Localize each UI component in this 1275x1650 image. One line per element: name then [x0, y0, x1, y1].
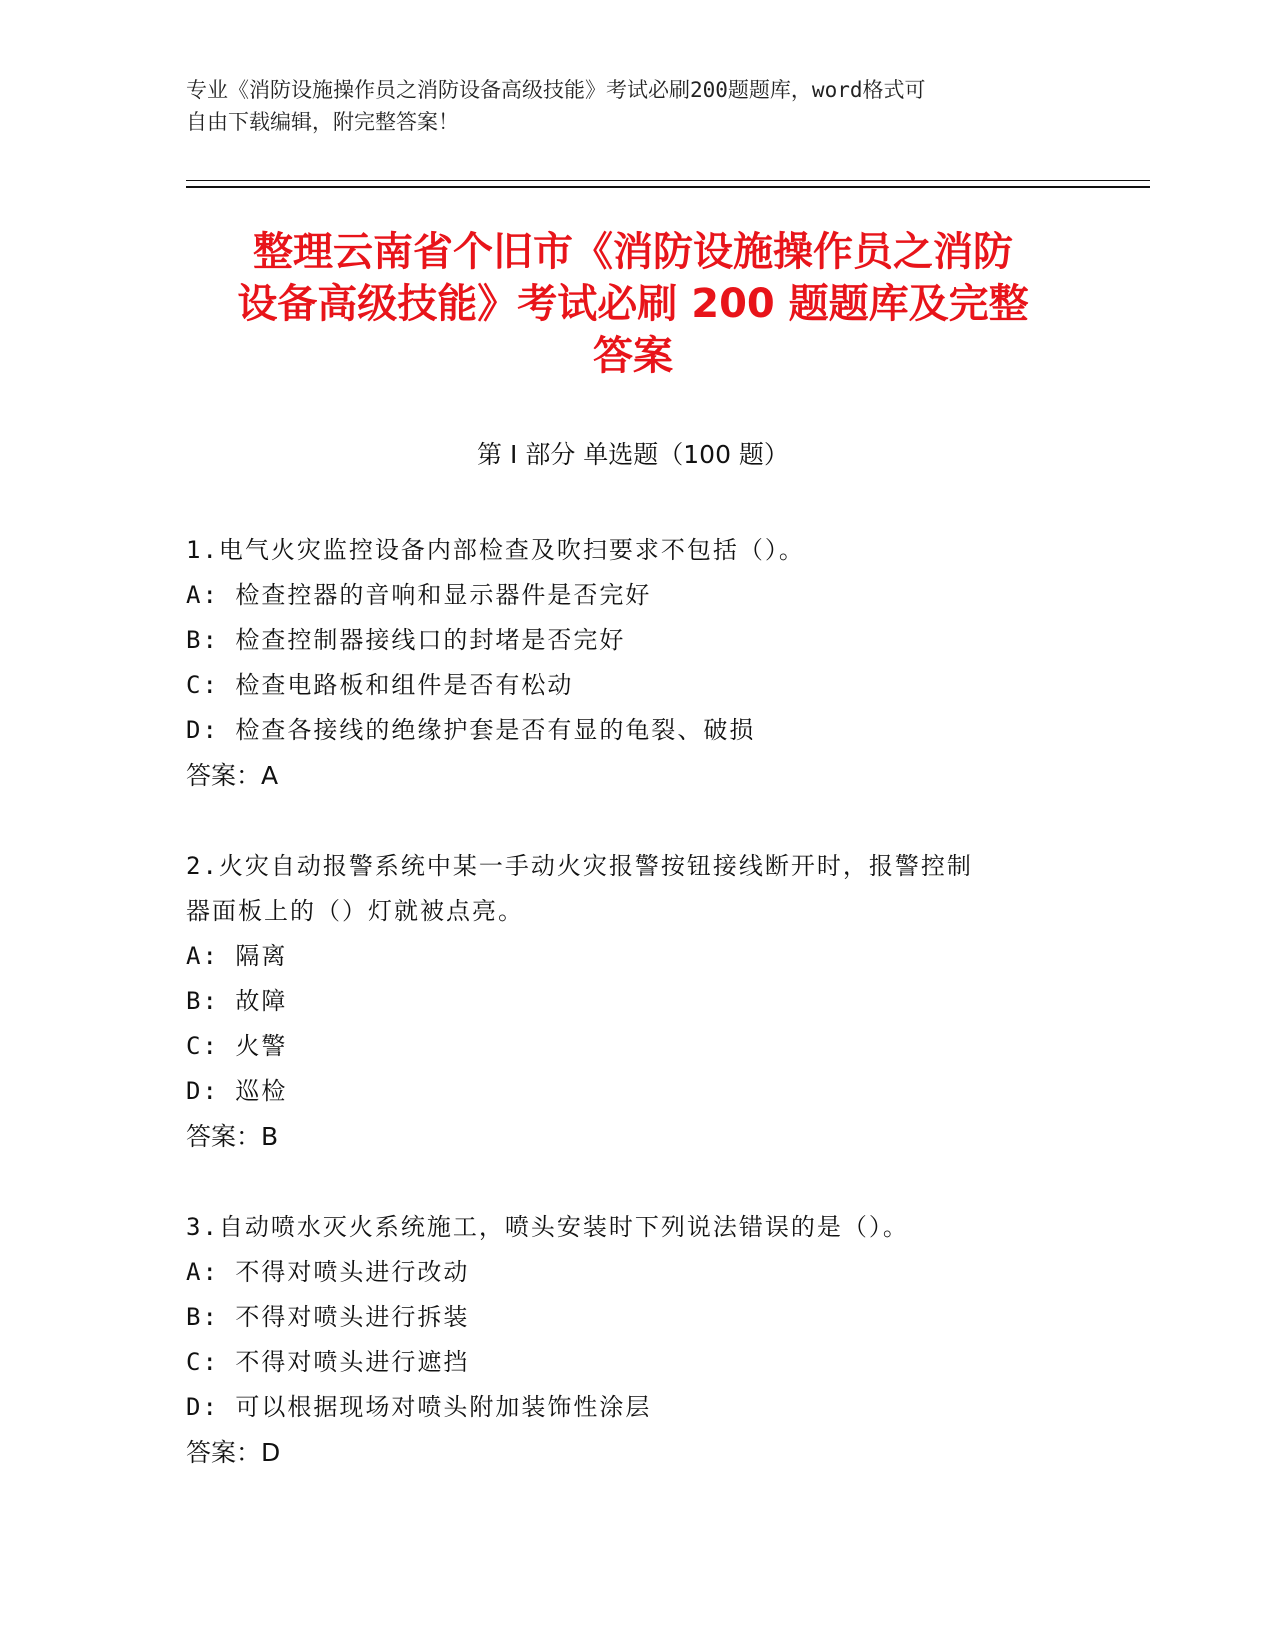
option-a: A: 检查控器的音响和显示器件是否完好	[186, 581, 652, 609]
question-list	[186, 528, 1066, 1521]
divider	[186, 180, 1150, 181]
header-note-line: 自由下载编辑，附完整答案！	[186, 110, 459, 134]
option-c: C: 火警	[186, 1032, 288, 1060]
question-item	[186, 528, 1066, 798]
header-note	[186, 74, 1066, 138]
option-c: C: 检查电路板和组件是否有松动	[186, 671, 574, 699]
option-b: B: 故障	[186, 987, 288, 1015]
question-item	[186, 1205, 1066, 1475]
option-d: D: 可以根据现场对喷头附加装饰性涂层	[186, 1393, 652, 1421]
option-c: C: 不得对喷头进行遮挡	[186, 1348, 470, 1376]
document-title	[186, 226, 1080, 382]
header-note-line: 专业《消防设施操作员之消防设备高级技能》考试必刷200题题库，word格式可	[186, 78, 926, 102]
divider	[186, 186, 1150, 188]
answer-line: 答案：B	[186, 1122, 279, 1151]
title-line: 设备高级技能》考试必刷 200 题题库及完整	[237, 281, 1029, 327]
section-title: 第 I 部分 单选题（100 题）	[477, 440, 789, 469]
option-b: B: 不得对喷头进行拆装	[186, 1303, 470, 1331]
question-stem: 3.自动喷水灭火系统施工，喷头安装时下列说法错误的是（）。	[186, 1213, 909, 1241]
question-stem: 1.电气火灾监控设备内部检查及吹扫要求不包括（）。	[186, 536, 805, 564]
title-line: 整理云南省个旧市《消防设施操作员之消防	[253, 229, 1013, 275]
question-stem-continued: 器面板上的（）灯就被点亮。	[186, 897, 524, 925]
option-d: D: 巡检	[186, 1077, 288, 1105]
answer-line: 答案：A	[186, 761, 279, 790]
option-b: B: 检查控制器接线口的封堵是否完好	[186, 626, 626, 654]
answer-line: 答案：D	[186, 1438, 281, 1467]
title-line: 答案	[593, 333, 673, 379]
option-a: A: 不得对喷头进行改动	[186, 1258, 470, 1286]
option-d: D: 检查各接线的绝缘护套是否有显的龟裂、破损	[186, 716, 756, 744]
option-a: A: 隔离	[186, 942, 288, 970]
question-item	[186, 844, 1066, 1159]
question-stem: 2.火灾自动报警系统中某一手动火灾报警按钮接线断开时，报警控制	[186, 852, 973, 880]
